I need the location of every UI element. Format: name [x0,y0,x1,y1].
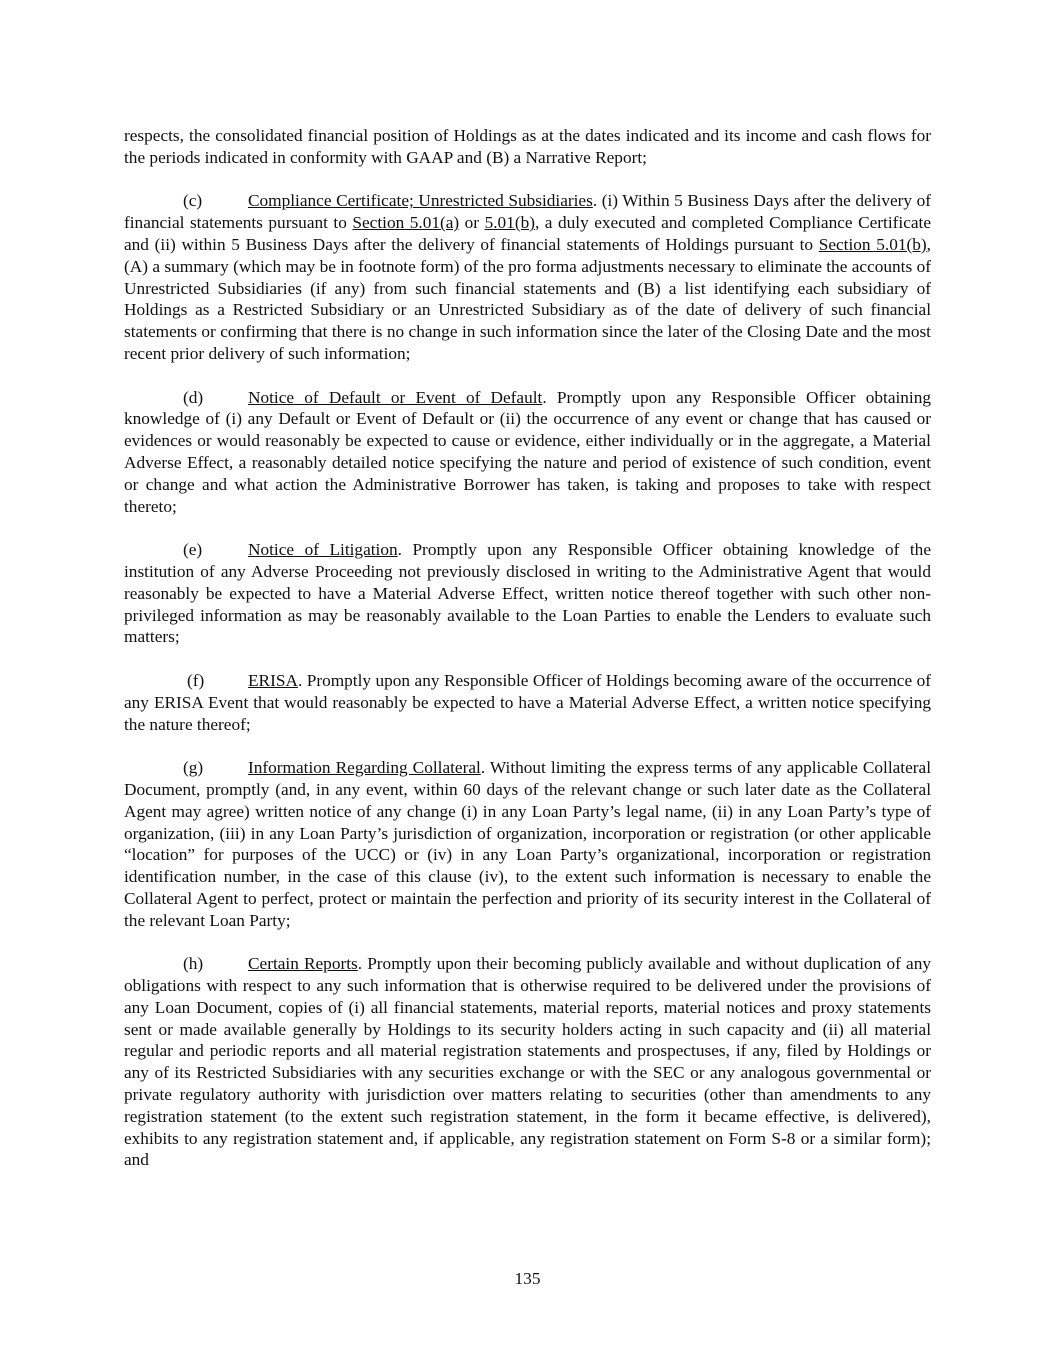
clause-text: or [459,213,485,233]
clause-text: . Without limiting the express terms of any applicable Collateral Document, promptly (and, in any event, within 60 days of the relevant change or such later date as the Collateral Agent may agree) written notice of any change (i) in any Loan Party’s legal name, (ii) in any Loan Party’s type of organization, (iii) in any Loan Party’s jurisdiction of organization, incorporation or registration (or other applicable “location” for purposes of the UCC) or (iv) in any Loan Party’s organizational, incorporation or registration identification number, in the case of this clause (iv), to the extent such information is necessary to enable the Collateral Agent to perfect, protect or maintain the perfection and priority of its security interest in the Collateral of the relevant Loan Party; [124,758,932,930]
clause-text: . Promptly upon any Responsible Officer of Holdings becoming aware of the occurrence of any ERISA Event that would reasonably be expected to have a Material Adverse Effect, a written notice specifying the nature thereof; [124,670,931,734]
intro-paragraph [124,125,931,169]
clause-heading: ERISA [248,670,298,690]
section-reference: Section 5.01(a) [352,213,460,233]
clause-heading: Notice of Default or Event of Default [248,387,543,407]
clause-text: , a duly executed and completed Compliance Certificate and (ii) within 5 Business Days after the delivery of financial statements of Holdings pursuant to [124,213,932,254]
clause-heading: Notice of Litigation [248,540,398,560]
clause-text: . (i) Within 5 Business Days after the delivery of financial statements pursuant to [124,191,931,233]
clause-marker: (c) [183,191,203,211]
clause-text: . Promptly upon their becoming publicly available and without duplication of any obligations with respect to any such information that is otherwise required to be delivered under the provisions of any Loan Document, copies of (i) all financial statements, material reports, material notices and proxy statements sent or made available generally by Holdings to its security holders acting in such capacity and (ii) all material regular and periodic reports and all material registration statements and prospectuses, if any, filed by Holdings or any of its Restricted Subsidiaries with any securities exchange or with the SEC or any analogous governmental or private regulatory authority with jurisdiction over matters relating to securities (other than amendments to any registration statement (to the extent such registration statement, in the form it became effective, is delivered), exhibits to any registration statement and, if applicable, any registration statement on Form S-8 or a similar form); and [124,954,931,1170]
clause-marker: (f) [187,670,205,690]
body-text [124,125,931,1193]
clause-marker: (d) [183,387,204,407]
clause-text: . Promptly upon any Responsible Officer obtaining knowledge of the institution of any Adverse Proceeding not previously disclosed in writing to the Administrative Agent that would reasonably be expected to have a Material Adverse Effect, written notice thereof together with such other non-privileged information as may be reasonably available to the Loan Parties to enable the Lenders to evaluate such matters; [124,540,931,647]
clause-text: , (A) a summary (which may be in footnote form) of the pro forma adjustments necessary to eliminate the accounts of Unrestricted Subsidiaries (if any) from such financial statements and (B) a list identifying each subsidiary of Holdings as a Restricted Subsidiary or an Unrestricted Subsidiary as of the date of delivery of such financial statements or confirming that there is no change in such information since the later of the Closing Date and the most recent prior delivery of such information; [124,234,931,363]
section-reference: Section 5.01(b) [818,234,927,254]
paragraph-h [124,953,931,1171]
clause-marker: (g) [183,758,204,778]
intro-text: respects, the consolidated financial position of Holdings as at the dates indicated and its income and cash flows for the periods indicated in conformity with GAAP and (B) a Narrative Report; [124,126,931,167]
page-number: 135 [514,1269,541,1288]
clause-heading: Certain Reports [248,954,358,974]
paragraph-g [124,757,931,931]
clause-heading: Information Regarding Collateral [248,758,481,778]
clause-marker: (h) [183,954,204,974]
paragraph-f [124,670,931,735]
paragraph-d [124,387,931,518]
section-reference: 5.01(b) [484,213,535,233]
clause-marker: (e) [183,540,203,560]
paragraph-e [124,539,931,648]
clause-heading: Compliance Certificate; Unrestricted Subsidiaries [248,191,593,211]
clause-text: . Promptly upon any Responsible Officer obtaining knowledge of (i) any Default or Event of Default or (ii) the occurrence of any event or change that has caused or evidences or would reasonably be expected to cause or evidence, either individually or in the aggregate, a Material Adverse Effect, a reasonably detailed notice specifying the nature and period of existence of such condition, event or change and what action the Administrative Borrower has taken, is taking and proposes to take with respect thereto; [124,387,932,516]
paragraph-c [124,190,931,364]
